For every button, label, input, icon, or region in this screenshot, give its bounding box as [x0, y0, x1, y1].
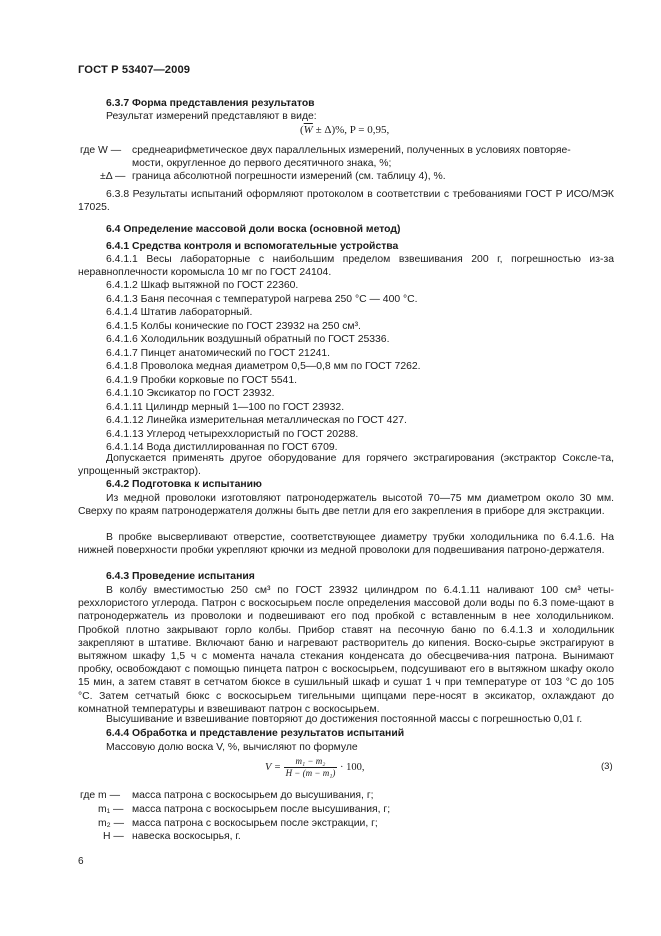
where-w-text-line1: среднеарифметическое двух параллельных измерений, полученных в условиях повторяе- — [132, 145, 571, 156]
result-formula: $(\overline{W} \pm \Delta)\%$, P = 0,95, — [300, 124, 390, 136]
section-6-4-title: 6.4 Определение массовой доли воска (основной метод) — [106, 224, 401, 235]
where-m-text: масса патрона с воскосырьем до высушивания, г; — [132, 790, 374, 801]
list-item: 6.4.1.10 Эксикатор по ГОСТ 23932. — [106, 388, 275, 399]
where-h-label: H — — [103, 831, 124, 842]
section-6-3-7-intro: Результат измерений представляют в виде: — [106, 111, 317, 122]
list-item: 6.4.1.9 Пробки корковые по ГОСТ 5541. — [106, 374, 298, 386]
list-item: 6.4.1.12 Линейка измерительная металлическая по ГОСТ 427. — [106, 415, 407, 426]
where-delta-label: ±Δ — — [100, 171, 126, 182]
section-6-4-1-title: 6.4.1 Средства контроля и вспомогательные устройства — [106, 241, 399, 252]
section-6-4-2-para1: Из медной проволоки изготовляют патронодержатель высотой 70—75 мм диаметром около 30 мм. Сверху по краям патронодержателя должны быть две петли для его закрепления в приборе для экстракции. — [78, 493, 614, 518]
where-m1-label: m₁ — — [98, 804, 124, 815]
section-6-3-8: 6.3.8 Результаты испытаний оформляют протоколом в соответствии с требованиями ГОСТ Р ИСО/МЭК 17025. — [78, 189, 614, 214]
section-6-3-7-title: 6.3.7 Форма представления результатов — [106, 98, 315, 109]
where-m2-label: m₂ — — [98, 818, 124, 829]
section-6-4-2-title: 6.4.2 Подготовка к испытанию — [106, 479, 262, 490]
section-6-4-4-intro: Массовую долю воска V, %, вычисляют по формуле — [106, 742, 358, 753]
formula-fraction: $\frac{\text{m₁ − m₂}}{\text{H − (m − m₁)}}$ — [285, 756, 336, 778]
formula-number: (3) — [601, 761, 613, 772]
list-item: 6.4.1.8 Проволока медная диаметром 0,5—0,8 мм по ГОСТ 7262. — [106, 361, 421, 372]
section-6-4-2-para2: В пробке высверливают отверстие, соответствующее диаметру трубки холодильника по 6.4.1.6. На нижней поверхности пробки укрепляют крючки из медной проволоки для подвешивания патроно-держателя. — [78, 532, 614, 557]
section-6-4-4-title: 6.4.4 Обработка и представление результатов испытаний — [106, 728, 405, 739]
list-item: 6.4.1.7 Пинцет анатомический по ГОСТ 21241. — [106, 347, 331, 359]
allowed-equipment-note: Допускается применять другое оборудование для горячего экстрагирования (экстрактор Соксле-та, упрощенный экстрактор). — [78, 453, 614, 478]
wax-fraction-formula: V = $\frac{\text{m₁ − m₂}}{\text{H − (m − m₁)}}$ · 100, — [265, 756, 365, 778]
where-m-label: где m — — [80, 790, 120, 801]
where-w-label: где W — — [80, 145, 122, 156]
list-item: 6.4.1.11 Цилиндр мерный 1—100 по ГОСТ 23932. — [106, 401, 345, 413]
list-item: 6.4.1.3 Баня песочная с температурой нагрева 250 °С — 400 °С. — [106, 293, 418, 305]
section-6-4-3-para1: В колбу вместимостью 250 см³ по ГОСТ 23932 цилиндром по 6.4.1.11 наливают 100 см³ четы-реххлористого углерода. Патрон с воскосырьем после определения массовой доли воды по 6.3 поме-щают в патронодержатель из проволоки и подвешивают его под пробкой с вставленным в нее холодильником. Пробкой плотно закрывают горло колбы. Прибор ставят на песочную баню по 6.4.1.3 и холодильник закрепляют в штативе. Включают баню и нагревают растворитель до кипения. Воско-сырье экстрагируют в вытяжном шкафу 1,5 ч с момента начала стекания конденсата до обесцвечива-ния патрона. Вынимают пробку, освобождают с помощью пинцета патрон с воскосырьем, подсушивают его в вытяжном шкафу около 15 мин, а затем ставят в сетчатом бюксе в сушильный шкаф и сушат 1 ч при температуре от 103 °С до 105 °С. Затем сетчатый бюкс с воскосырьем тигельными щипцами пере-носят в эксикатор, охлаждают до комнатной температуры и взвешивают патрон с воскосырьем. — [78, 585, 614, 715]
where-w-text-line2: мости, округленное до первого десятичного знака, %; — [132, 158, 392, 169]
where-m1-text: масса патрона с воскосырьем после высушивания, г; — [132, 804, 391, 815]
list-item: 6.4.1.6 Холодильник воздушный обратный по ГОСТ 25336. — [106, 334, 390, 345]
list-item: 6.4.1.13 Углерод четыреххлористый по ГОСТ 20288. — [106, 428, 359, 440]
section-6-4-3-title: 6.4.3 Проведение испытания — [106, 571, 255, 582]
list-item: 6.4.1.4 Штатив лабораторный. — [106, 307, 253, 318]
where-delta-text: граница абсолютной погрешности измерений (см. таблицу 4), %. — [132, 171, 446, 182]
document-header: ГОСТ Р 53407—2009 — [78, 64, 191, 76]
list-item: 6.4.1.5 Колбы конические по ГОСТ 23932 на 250 см³. — [106, 320, 361, 332]
list-item: 6.4.1.2 Шкаф вытяжной по ГОСТ 22360. — [106, 280, 299, 291]
where-h-text: навеска воскосырья, г. — [132, 831, 241, 842]
page-number: 6 — [78, 856, 84, 867]
section-6-4-3-para2: Высушивание и взвешивание повторяют до достижения постоянной массы с погрешностью 0,01 г. — [106, 714, 583, 725]
where-m2-text: масса патрона с воскосырьем после экстракции, г; — [132, 818, 378, 829]
item-6-4-1-1: 6.4.1.1 Весы лабораторные с наибольшим пределом взвешивания 200 г, погрешностью из-за неравноплечности коромысла 10 мг по ГОСТ 24104. — [78, 254, 614, 279]
list-item: 6.4.1.14 Вода дистиллированная по ГОСТ 6709. — [106, 442, 338, 453]
